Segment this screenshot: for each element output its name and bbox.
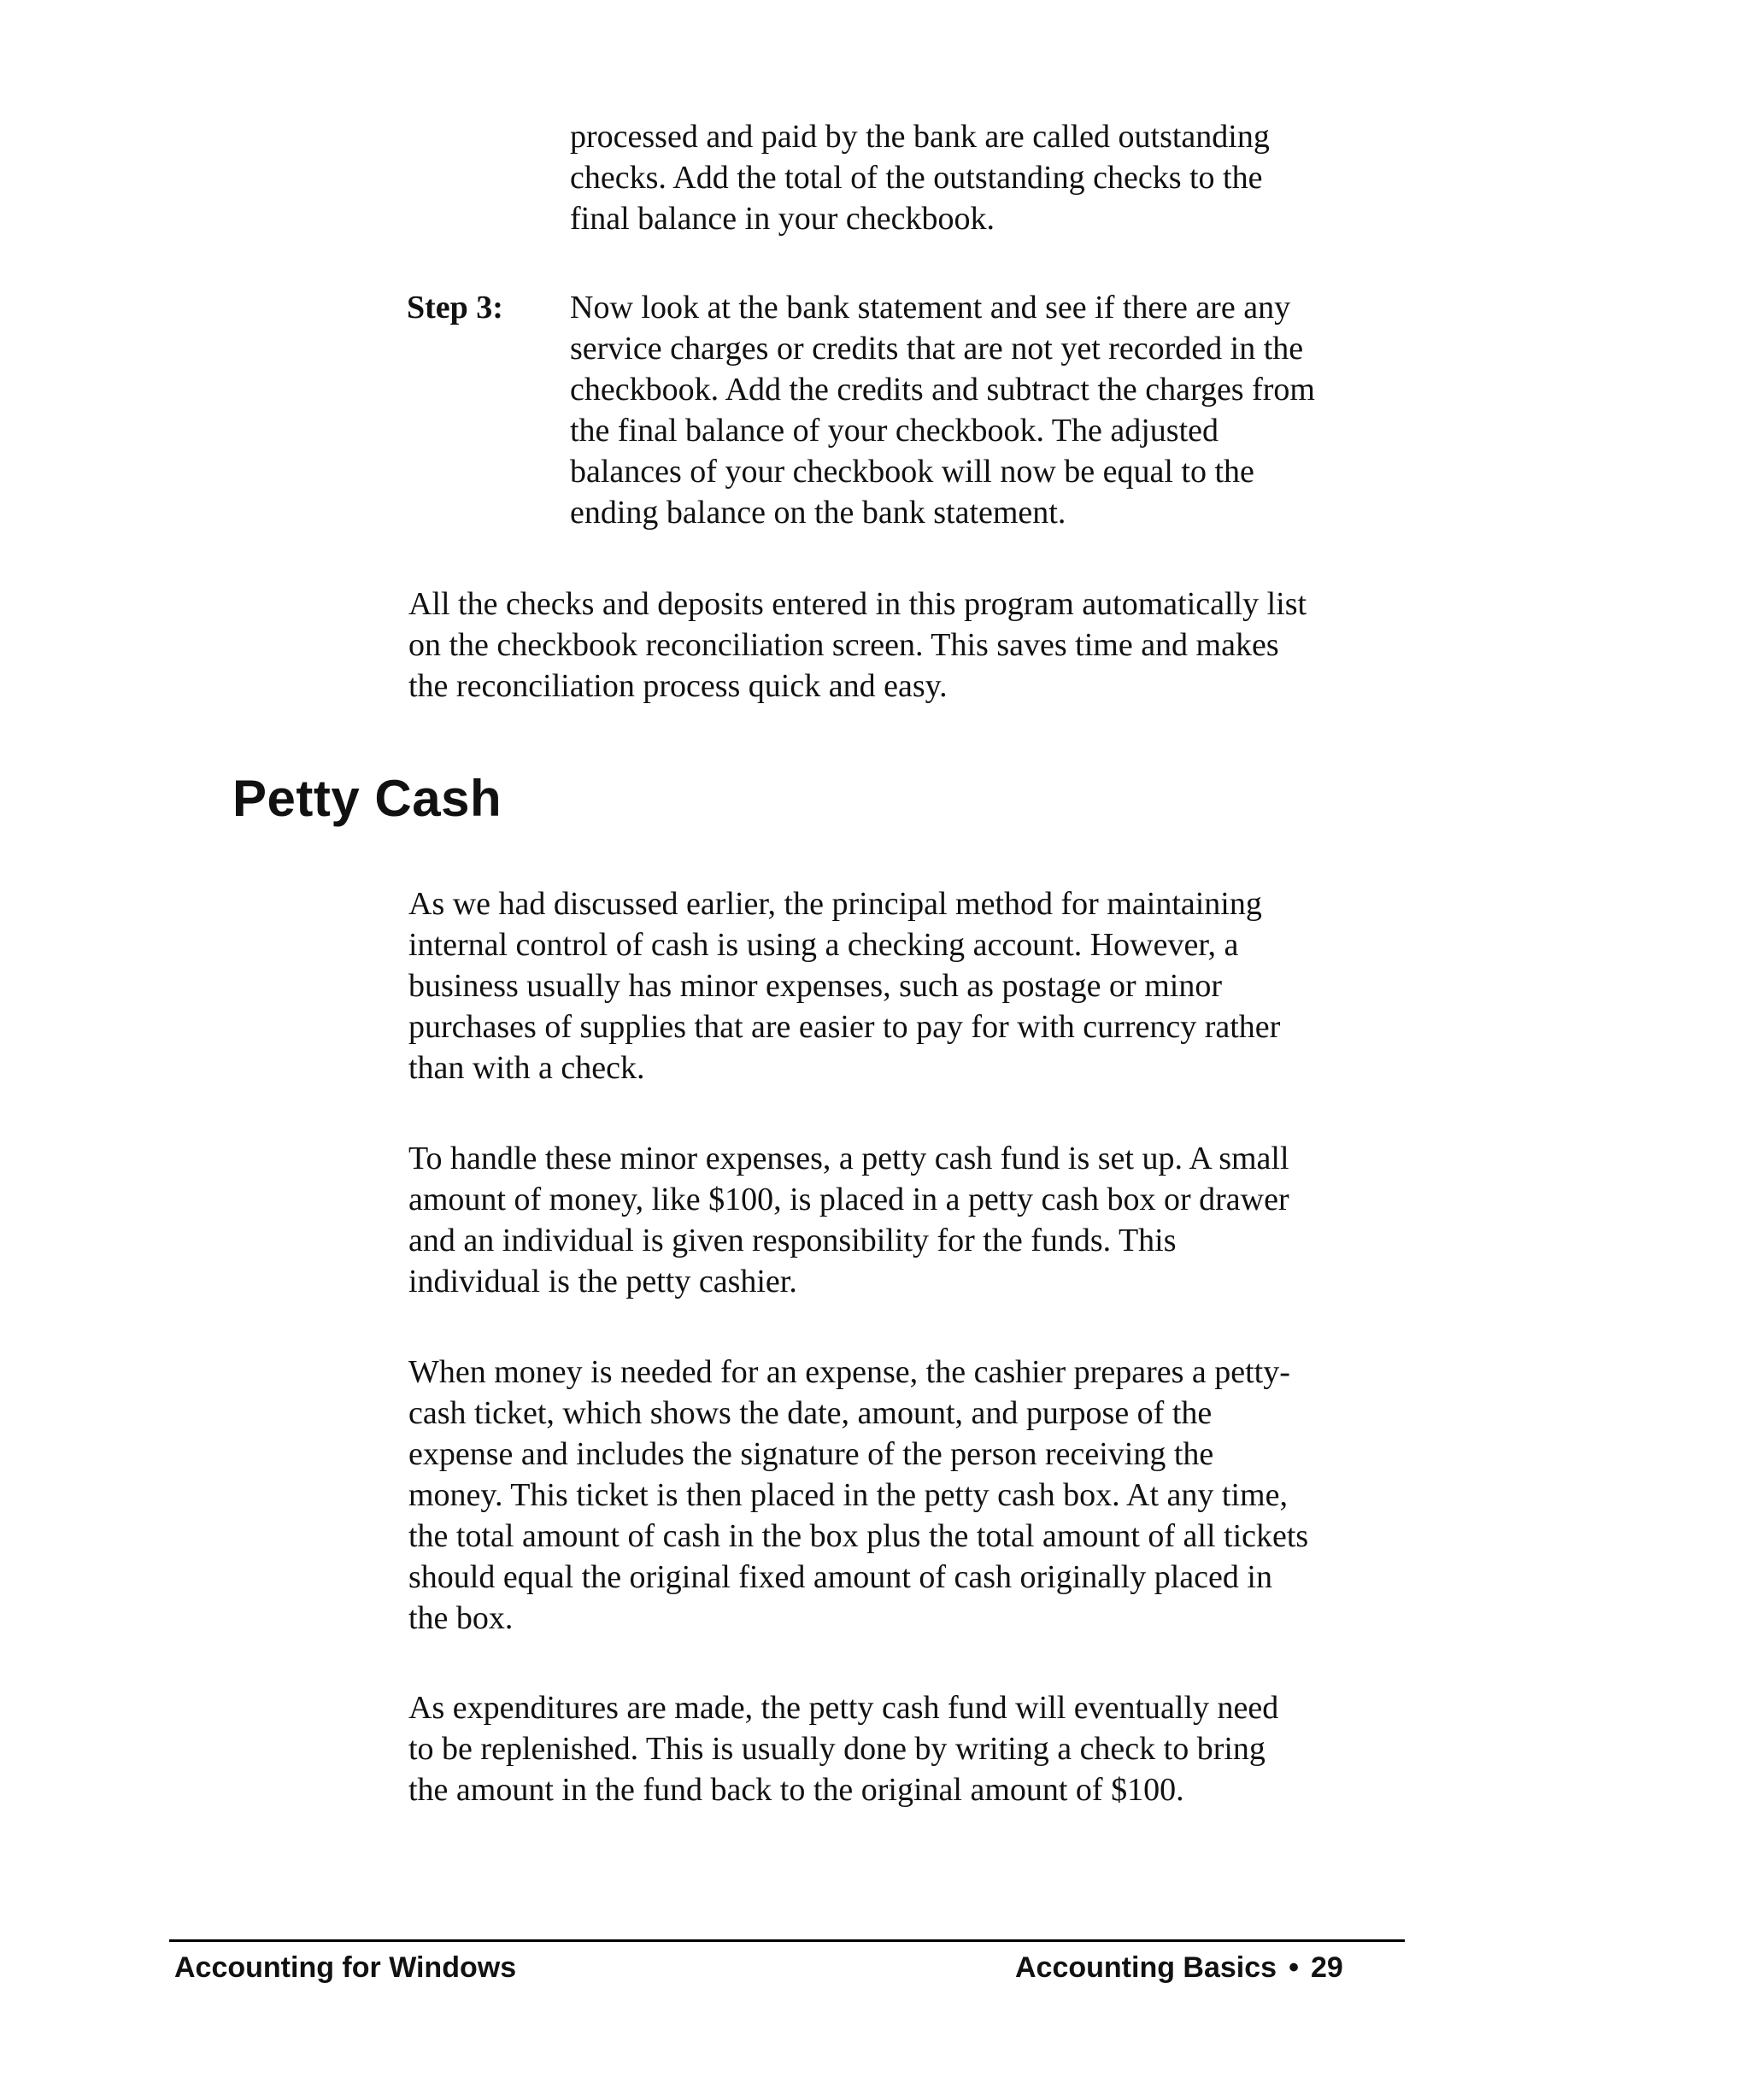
petty-cash-paragraph-3 <box>408 1352 1308 1639</box>
text-line: final balance in your checkbook. <box>570 201 995 237</box>
text-line: and an individual is given responsibility for the funds. This <box>408 1223 1177 1258</box>
text-line: money. This ticket is then placed in the petty cash box. At any time, <box>408 1477 1288 1513</box>
text-line: To handle these minor expenses, a petty cash fund is set up. A small <box>408 1141 1289 1176</box>
text-line: expense and includes the signature of the person receiving the <box>408 1436 1214 1472</box>
text-line: the amount in the fund back to the original amount of $100. <box>408 1772 1184 1808</box>
text-line: service charges or credits that are not yet recorded in the <box>570 331 1304 367</box>
text-line: should equal the original fixed amount of cash originally placed in <box>408 1559 1272 1595</box>
continued-paragraph <box>570 116 1270 239</box>
text-line: individual is the petty cashier. <box>408 1264 797 1299</box>
text-line: checkbook. Add the credits and subtract the charges from <box>570 372 1315 408</box>
text-line: internal control of cash is using a checking account. However, a <box>408 927 1239 963</box>
text-line: checks. Add the total of the outstanding checks to the <box>570 160 1263 196</box>
page-number: 29 <box>1310 1951 1343 1984</box>
text-line: balances of your checkbook will now be equal to the <box>570 454 1254 490</box>
text-line: purchases of supplies that are easier to pay for with currency rather <box>408 1009 1281 1045</box>
text-line: ending balance on the bank statement. <box>570 495 1066 531</box>
text-line: Now look at the bank statement and see if there are any <box>570 290 1291 326</box>
text-line: As we had discussed earlier, the principal method for maintaining <box>408 886 1262 922</box>
text-line: than with a check. <box>408 1050 645 1086</box>
text-line: business usually has minor expenses, such as postage or minor <box>408 968 1222 1004</box>
text-line: When money is needed for an expense, the cashier prepares a petty- <box>408 1354 1290 1390</box>
text-line: the total amount of cash in the box plus the total amount of all tickets <box>408 1518 1309 1554</box>
petty-cash-paragraph-2 <box>408 1138 1289 1302</box>
section-heading: Petty Cash <box>232 770 502 827</box>
petty-cash-paragraph-4 <box>408 1687 1278 1810</box>
step-3-text <box>570 287 1315 533</box>
text-line: the box. <box>408 1600 514 1636</box>
bullet-separator: • <box>1289 1951 1299 1984</box>
text-line: on the checkbook reconciliation screen. This saves time and makes <box>408 627 1279 663</box>
text-line: the reconciliation process quick and easy. <box>408 668 948 704</box>
text-line: processed and paid by the bank are called outstanding <box>570 119 1270 155</box>
text-line: the final balance of your checkbook. The adjusted <box>570 413 1219 449</box>
footer-section-title: Accounting Basics <box>1015 1951 1277 1984</box>
footer-section <box>1015 1950 1343 1986</box>
text-line: As expenditures are made, the petty cash fund will eventually need <box>408 1690 1279 1726</box>
text-line: amount of money, like $100, is placed in a petty cash box or drawer <box>408 1182 1289 1217</box>
footer-book-title: Accounting for Windows <box>174 1951 517 1984</box>
text-line: All the checks and deposits entered in this program automatically list <box>408 586 1307 622</box>
text-line: cash ticket, which shows the date, amount, and purpose of the <box>408 1395 1213 1431</box>
text-line: to be replenished. This is usually done by writing a check to bring <box>408 1731 1266 1767</box>
footer-rule <box>169 1939 1405 1942</box>
step-3-label: Step 3: <box>407 290 503 326</box>
petty-cash-paragraph-1 <box>408 883 1280 1088</box>
all-checks-paragraph <box>408 584 1307 707</box>
